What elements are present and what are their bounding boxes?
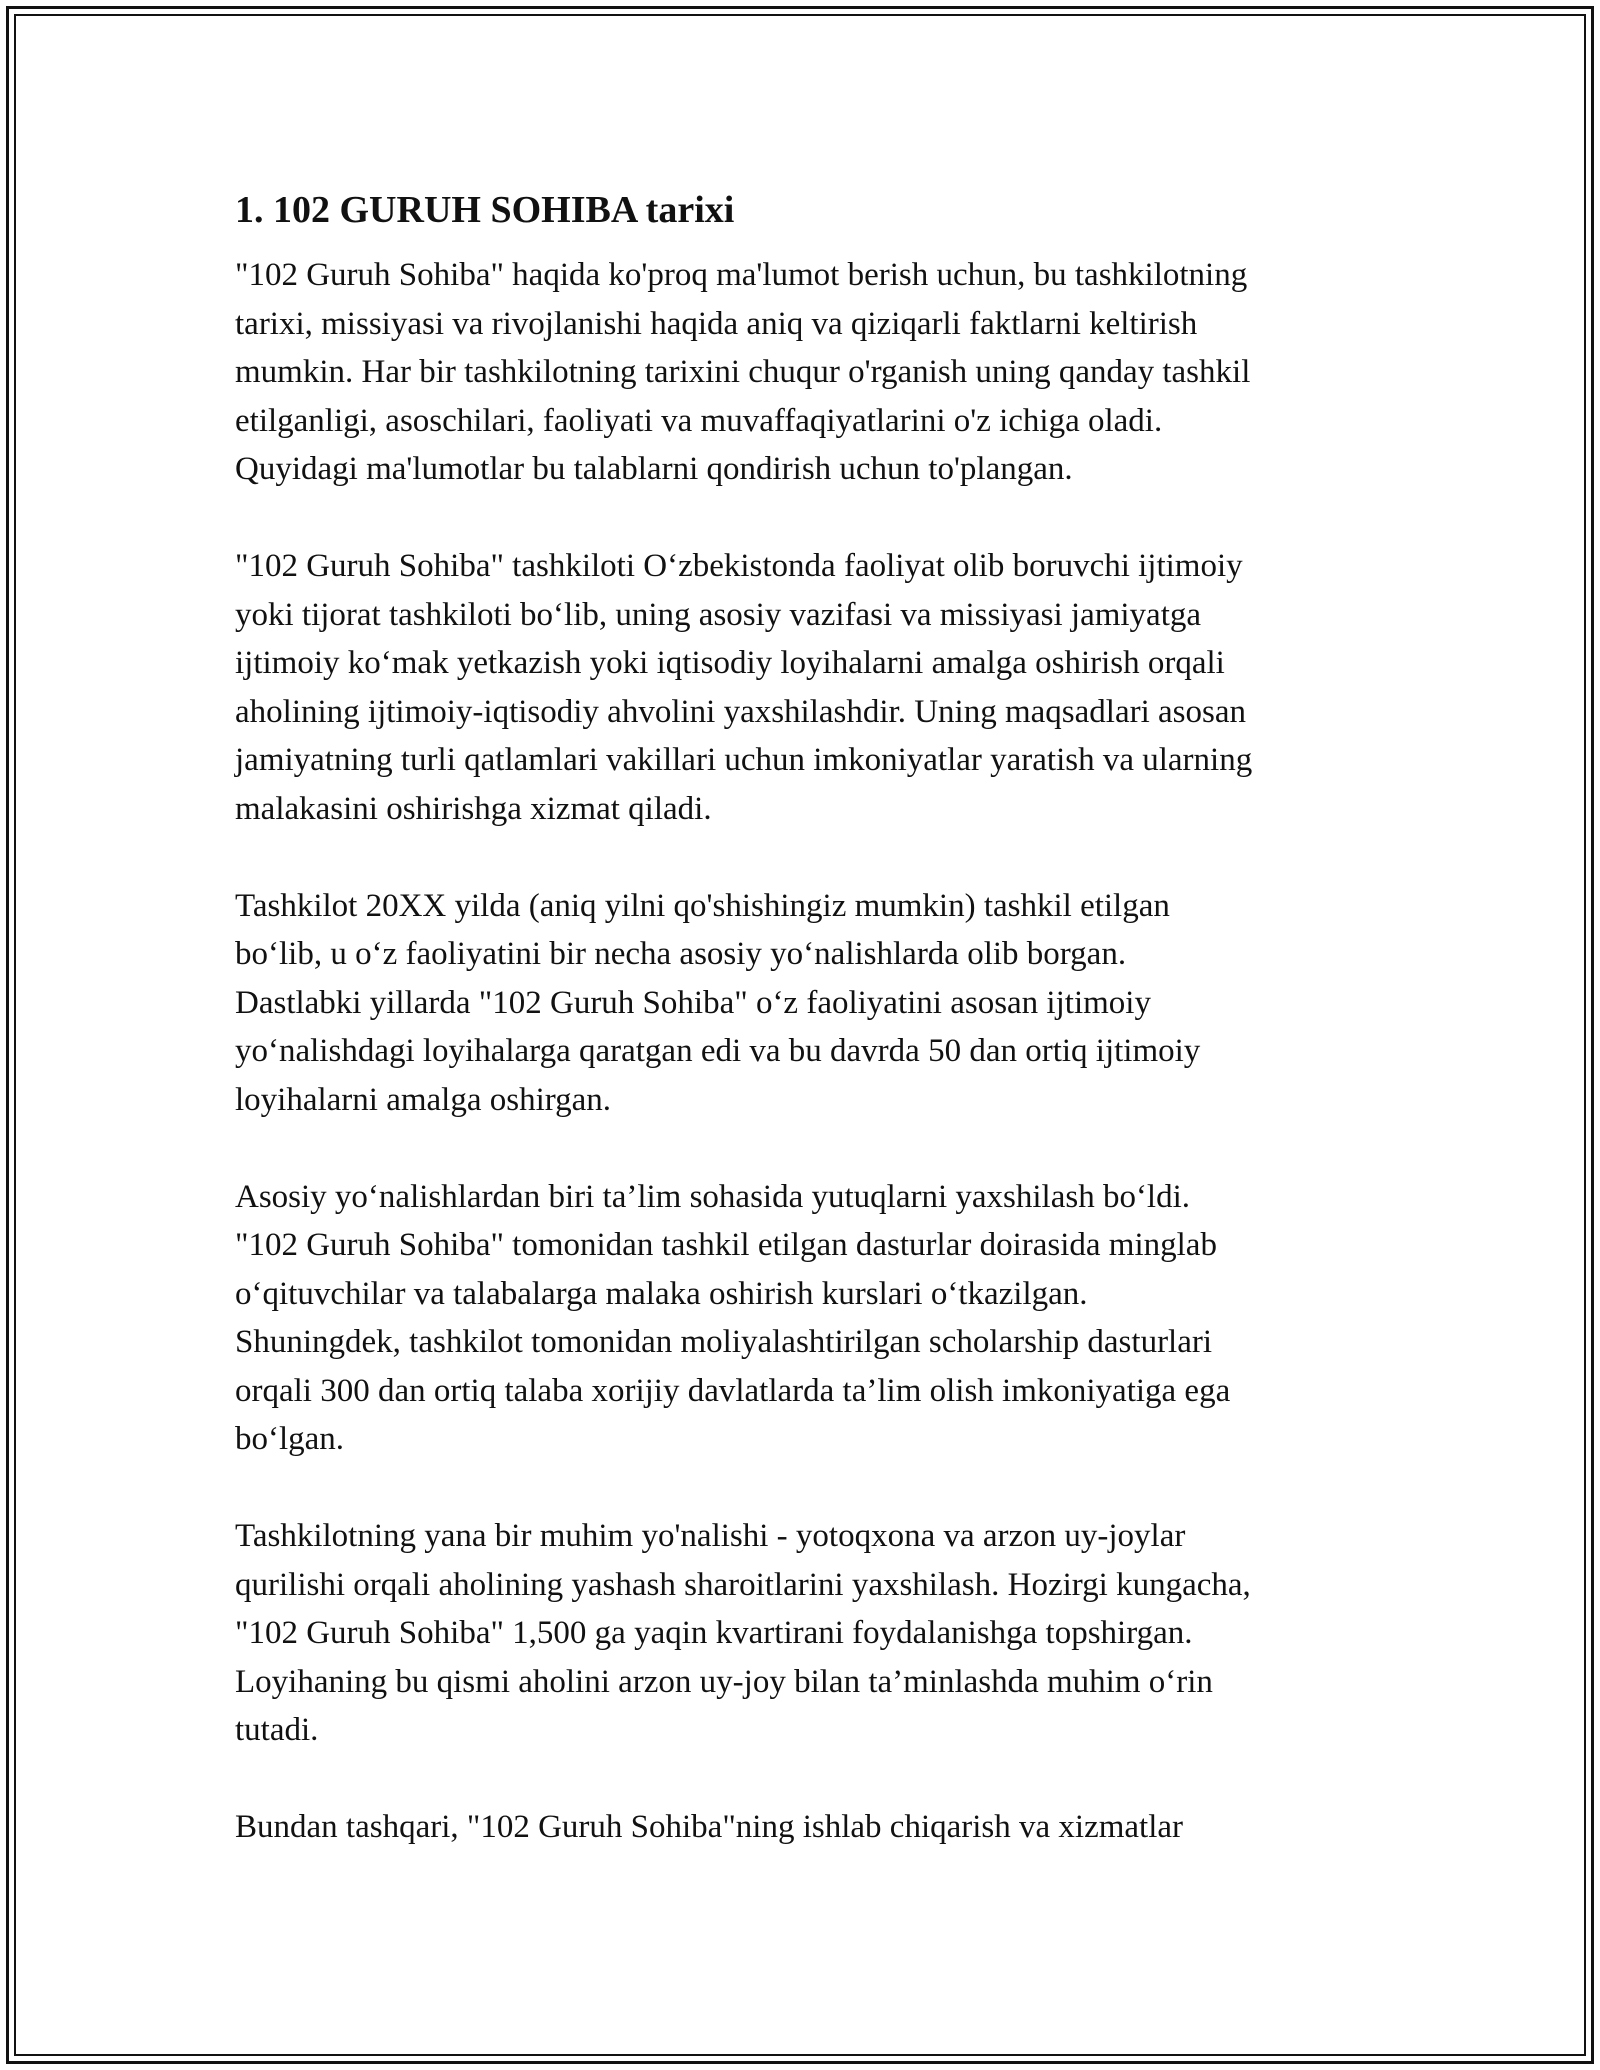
text-line: orqali 300 dan ortiq talaba xorijiy davlatlarda ta’lim olish imkoniyatiga ega: [235, 1372, 1231, 1409]
text-line: etilganligi, asoschilari, faoliyati va muvaffaqiyatlarini o'z ichiga oladi.: [235, 402, 1163, 439]
text-line: o‘qituvchilar va talabalarga malaka oshirish kurslari o‘tkazilgan.: [235, 1275, 1088, 1312]
paragraph-mission: [235, 542, 1395, 833]
paragraph-founding: [235, 882, 1395, 1125]
paragraph-housing: [235, 1512, 1395, 1755]
text-line: malakasini oshirishga xizmat qiladi.: [235, 790, 712, 827]
text-line: loyihalarni amalga oshirgan.: [235, 1081, 612, 1118]
paragraph-education: [235, 1173, 1395, 1464]
text-line: Tashkilot 20XX yilda (aniq yilni qo'shishingiz mumkin) tashkil etilgan: [235, 887, 1170, 924]
text-line: yoki tijorat tashkiloti bo‘lib, uning asosiy vazifasi va missiyasi jamiyatga: [235, 596, 1202, 633]
text-line: Dastlabki yillarda "102 Guruh Sohiba" o‘z faoliyatini asosan ijtimoiy: [235, 984, 1151, 1021]
text-line: Asosiy yo‘nalishlardan biri ta’lim sohasida yutuqlarni yaxshilash bo‘ldi.: [235, 1178, 1191, 1215]
document-body: [235, 186, 1395, 1900]
paragraph-production: [235, 1803, 1395, 1852]
text-line: "102 Guruh Sohiba" tomonidan tashkil etilgan dasturlar doirasida minglab: [235, 1227, 1217, 1263]
text-line: tarixi, missiyasi va rivojlanishi haqida aniq va qiziqarli faktlarni keltirish: [235, 305, 1198, 342]
text-line: bo‘lgan.: [235, 1421, 345, 1457]
text-line: Quyidagi ma'lumotlar bu talablarni qondirish uchun to'plangan.: [235, 451, 1073, 487]
text-line: aholining ijtimoiy-iqtisodiy ahvolini yaxshilashdir. Uning maqsadlari asosan: [235, 693, 1246, 730]
text-line: bo‘lib, u o‘z faoliyatini bir necha asosiy yo‘nalishlarda olib borgan.: [235, 936, 1127, 972]
page-title: 1. 102 GURUH SOHIBA tarixi: [235, 189, 735, 231]
text-line: Bundan tashqari, "102 Guruh Sohiba"ning ishlab chiqarish va xizmatlar: [235, 1809, 1184, 1845]
text-line: "102 Guruh Sohiba" haqida ko'proq ma'lumot berish uchun, bu tashkilotning: [235, 257, 1248, 293]
text-line: tutadi.: [235, 1712, 319, 1748]
text-line: Shuningdek, tashkilot tomonidan moliyalashtirilgan scholarship dasturlari: [235, 1324, 1213, 1360]
text-line: qurilishi orqali aholining yashash sharoitlarini yaxshilash. Hozirgi kungacha,: [235, 1566, 1251, 1603]
text-line: "102 Guruh Sohiba" 1,500 ga yaqin kvartirani foydalanishga topshirgan.: [235, 1615, 1193, 1651]
text-line: yo‘nalishdagi loyihalarga qaratgan edi va bu davrda 50 dan ortiq ijtimoiy: [235, 1033, 1201, 1069]
paragraph-intro: [235, 251, 1395, 494]
text-line: jamiyatning turli qatlamlari vakillari uchun imkoniyatlar yaratish va ularning: [235, 742, 1253, 778]
text-line: mumkin. Har bir tashkilotning tarixini chuqur o'rganish uning qanday tashkil: [235, 354, 1251, 390]
text-line: Tashkilotning yana bir muhim yo'nalishi - yotoqxona va arzon uy-joylar: [235, 1518, 1186, 1554]
text-line: ijtimoiy ko‘mak yetkazish yoki iqtisodiy loyihalarni amalga oshirish orqali: [235, 645, 1225, 681]
text-line: "102 Guruh Sohiba" tashkiloti O‘zbekistonda faoliyat olib boruvchi ijtimoiy: [235, 548, 1243, 584]
text-line: Loyihaning bu qismi aholini arzon uy-joy bilan ta’minlashda muhim o‘rin: [235, 1663, 1213, 1700]
